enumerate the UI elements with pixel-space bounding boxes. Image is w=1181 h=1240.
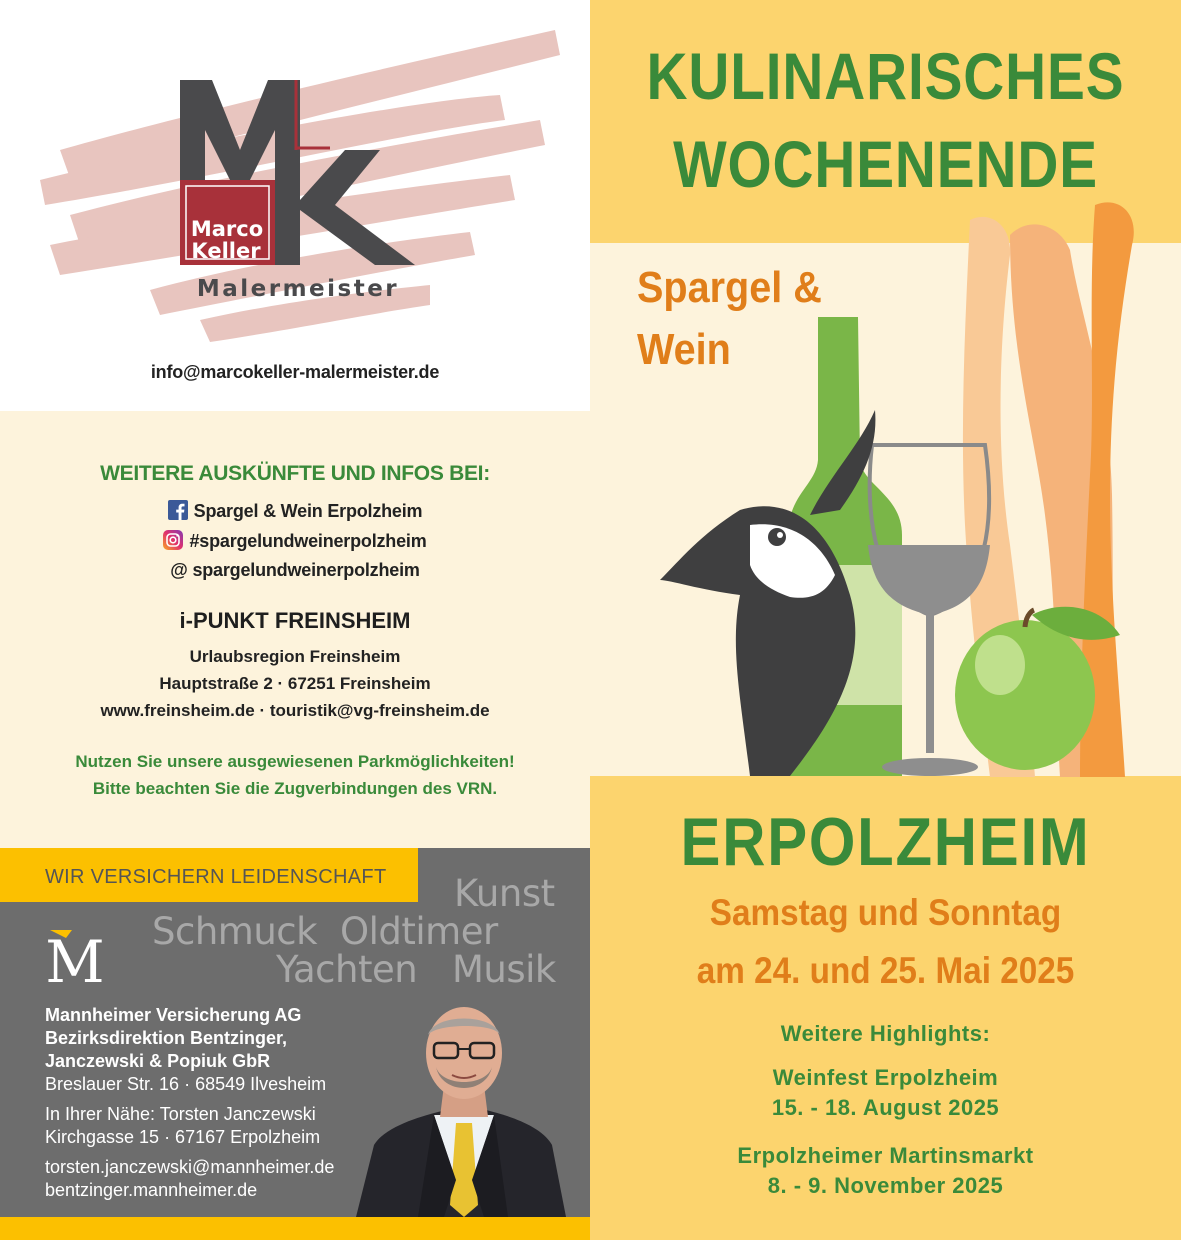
insurance-tagline: WIR VERSICHERN LEIDENSCHAFT — [45, 866, 387, 888]
contact-web[interactable]: bentzinger.mannheimer.de — [45, 1180, 258, 1200]
mk-logo — [0, 0, 590, 411]
office-title: i-PUNKT FREINSHEIM — [179, 608, 411, 633]
facebook-icon — [168, 500, 188, 520]
company-name: Mannheimer Versicherung AG — [45, 1005, 302, 1025]
highlights-heading: Weitere Highlights: — [780, 1021, 991, 1046]
instagram-label: #spargelundweinerpolzheim — [189, 531, 427, 551]
subtitle-line-2: Wein — [637, 325, 731, 374]
svg-text:M: M — [45, 928, 105, 986]
local-address: Kirchgasse 15 · 67167 Erpolzheim — [45, 1127, 321, 1147]
portrait-photo — [356, 1005, 566, 1217]
svg-text:Keller: Keller — [191, 239, 261, 263]
svg-text:Malermeister: Malermeister — [196, 276, 400, 302]
instagram-icon — [163, 530, 183, 550]
insurance-bottom-bar — [0, 1217, 590, 1240]
word-yachten: Yachten — [276, 948, 418, 991]
office-address: Breslauer Str. 16 · 68549 Ilvesheim — [45, 1074, 327, 1094]
word-musik: Musik — [452, 948, 556, 991]
word-kunst: Kunst — [454, 872, 555, 915]
highlight-1-date: 15. - 18. August 2025 — [771, 1095, 1000, 1120]
office-line-2: Janczewski & Popiuk GbR — [45, 1051, 271, 1071]
title-line-1: KULINARISCHES — [646, 39, 1125, 113]
contact-email[interactable]: torsten.janczewski@mannheimer.de — [45, 1157, 335, 1177]
date-line-2: am 24. und 25. Mai 2025 — [696, 950, 1075, 991]
logo-panel — [0, 0, 590, 411]
train-note: Bitte beachten Sie die Zugverbindungen des VRN. — [92, 779, 498, 798]
logo-email[interactable]: info@marcokeller-malermeister.de — [150, 362, 440, 382]
local-contact: In Ihrer Nähe: Torsten Janczewski — [45, 1104, 316, 1124]
date-line-1: Samstag und Sonntag — [709, 892, 1062, 933]
info-heading: WEITERE AUSKÜNFTE UND INFOS BEI: — [100, 462, 490, 485]
social-handle[interactable]: @ spargelundweinerpolzheim — [170, 560, 420, 580]
subtitle-line-1: Spargel & — [637, 263, 822, 312]
facebook-label: Spargel & Wein Erpolzheim — [193, 501, 423, 521]
word-oldtimer: Oldtimer — [340, 910, 498, 953]
highlight-1-name: Weinfest Erpolzheim — [772, 1065, 999, 1090]
address-line-2: Hauptstraße 2 · 67251 Freinsheim — [159, 674, 431, 693]
facebook-link[interactable] — [0, 500, 590, 522]
highlight-2-name: Erpolzheimer Martinsmarkt — [737, 1143, 1034, 1168]
office-line-1: Bezirksdirektion Bentzinger, — [45, 1028, 288, 1048]
highlight-2-date: 8. - 9. November 2025 — [767, 1173, 1004, 1198]
word-schmuck: Schmuck — [152, 910, 318, 953]
mannheimer-logo — [44, 928, 106, 986]
address-line-1: Urlaubsregion Freinsheim — [189, 647, 401, 666]
title-line-2: WOCHENENDE — [673, 127, 1098, 201]
town-name: ERPOLZHEIM — [680, 804, 1091, 880]
address-line-3[interactable]: www.freinsheim.de · touristik@vg-freinsheim.de — [100, 701, 490, 720]
svg-text:Marco: Marco — [190, 217, 264, 241]
parking-note: Nutzen Sie unsere ausgewiesenen Parkmöglichkeiten! — [75, 752, 515, 771]
instagram-link[interactable] — [0, 530, 590, 552]
